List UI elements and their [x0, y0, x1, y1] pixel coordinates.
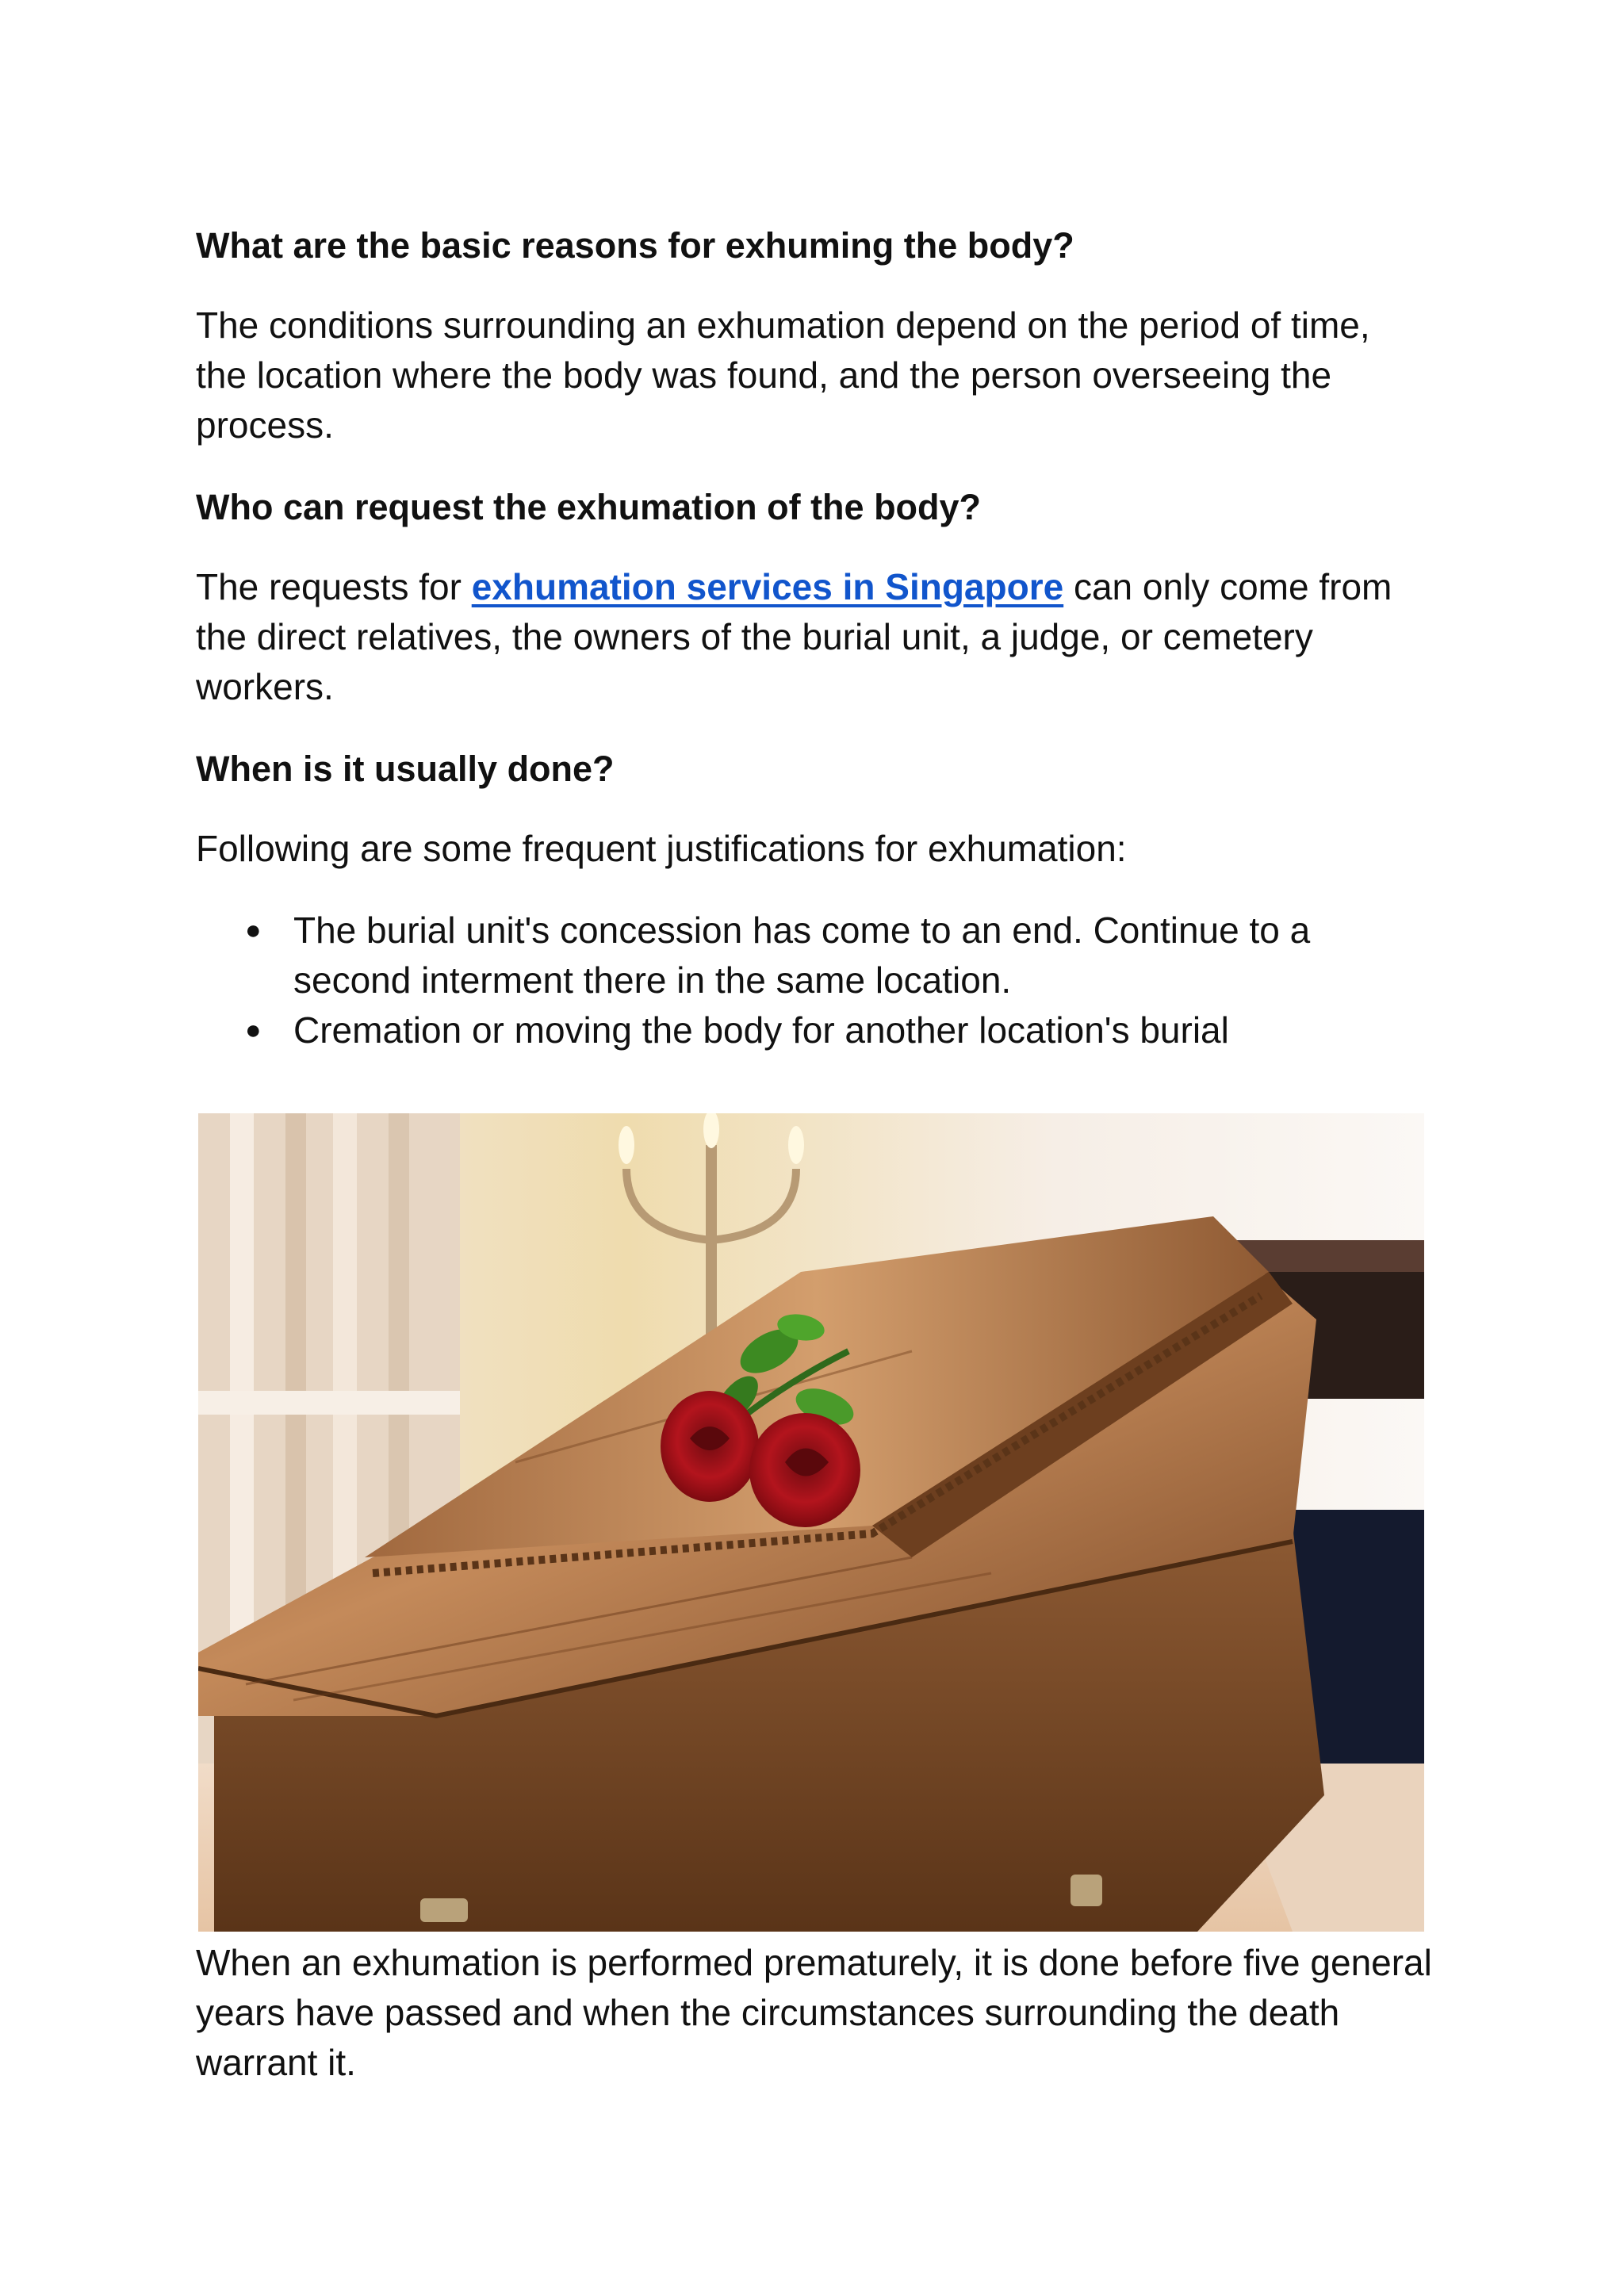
exhumation-services-link[interactable]: exhumation services in Singapore	[471, 566, 1064, 607]
requests-text-end: can only come from the direct relatives, the owners of the burial unit, a judge, or cemetery workers.	[196, 566, 1392, 707]
bullet-icon: ●	[245, 915, 262, 945]
list-item-text: Cremation or moving the body for another location's burial	[293, 1009, 1229, 1051]
heading-reasons: What are the basic reasons for exhuming the body?	[196, 225, 1074, 266]
heading-when-done: When is it usually done?	[196, 749, 615, 789]
paragraph-conditions: The conditions surrounding an exhumation depend on the period of time, the location where the body was found, and the person overseeing the process.	[196, 304, 1370, 446]
coffin-photo	[198, 1113, 1424, 1932]
document-content	[196, 220, 1433, 1055]
list-item-text: The burial unit's concession has come to an end. Continue to a second interment there in the same location.	[293, 910, 1311, 1001]
bullet-icon: ●	[245, 1015, 262, 1045]
coffin-roses-illustration	[198, 1113, 1424, 1932]
list-item	[196, 906, 1435, 1005]
justifications-list	[196, 906, 1433, 1055]
list-item	[196, 1005, 1433, 1055]
paragraph-justifications-intro: Following are some frequent justifications for exhumation:	[196, 828, 1127, 869]
heading-who-can-request: Who can request the exhumation of the body?	[196, 487, 982, 527]
paragraph-requests	[196, 562, 1401, 712]
requests-text-start: The requests for	[196, 566, 472, 607]
paragraph-premature-exhumation: When an exhumation is performed prematurely, it is done before five general years have passed and when the circumstances surrounding the death warrant it.	[196, 1942, 1432, 2083]
